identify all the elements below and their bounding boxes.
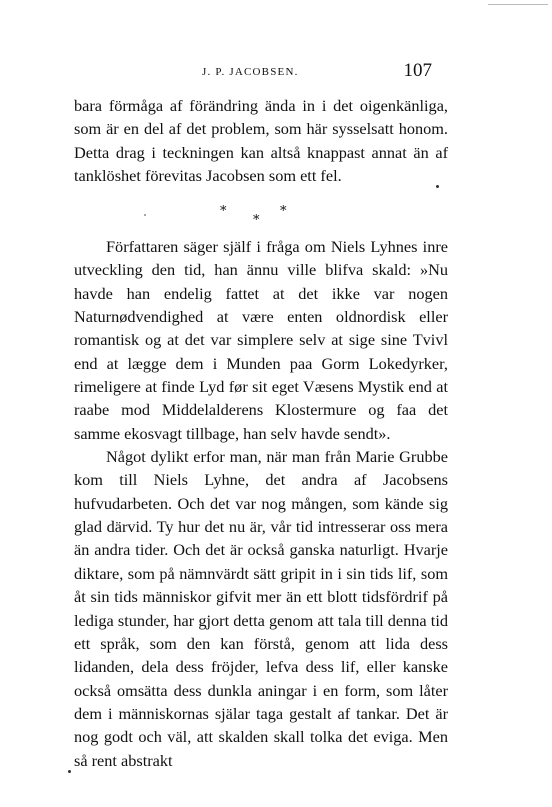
ink-speck	[436, 185, 439, 188]
asterisk-center: *	[253, 213, 260, 228]
running-head: J. P. JACOBSEN.	[202, 66, 299, 78]
page-number: 107	[403, 60, 432, 81]
top-edge-rule	[488, 4, 548, 5]
paragraph-author-quote: Författaren säger själf i fråga om Niels Lyhnes inre utveckling den tid, han ännu ville blifva skald: »Nu havde han endelig fattet at det ikke var nogen Naturnødvendighed at være enten oldnordisk eller romantisk og at det var simplere selv at sige sine Tvivl end at lægge dem i Munden paa Gorm Lokedyrker, rimeligere at finde Lyd før sit eget Væsens Mystik end at raabe mod Middelalderens Klostermure og faa det samme ekosvagt tillbage, han selv havde sendt».	[74, 237, 448, 443]
section-break-asterism	[220, 201, 300, 229]
ink-speck	[68, 770, 71, 773]
page-header	[72, 58, 432, 84]
paragraph-marie-grubbe: Något dylikt erfor man, när man från Marie Grubbe kom till Niels Lyhne, det andra af Jacobsens hufvudarbeten. Och det var nog mången, som kände sig glad därvid. Ty hur det nu är, vår tid intresserar oss mera än andra tider. Och det är också ganska naturligt. Hvarje diktare, som på nämnvärdt sätt gripit in i sin tids lif, som åt sin tids människor gifvit mer än ett blott tidsfördrif på lediga stunder, har gjort detta genom att tala till denna tid ett språk, som den kan förstå, genom att lida dess lidanden, dela dess fröjder, lefva dess lif, eller kanske också omsätta dess dunkla aningar i en form, som låter dem i människornas själar taga gestalt af tankar. Det är nog godt och väl, att skalden skall tolka det eviga. Men så rent abstrakt	[74, 447, 448, 770]
asterisk-right: *	[280, 204, 287, 219]
paragraph-continued: bara förmåga af förändring ända in i det oigenkänliga, som är en del af det problem, som här sysselsatt honom. Detta drag i teckningen kan altså knappast annat än af tanklöshet förevitas Jacobsen som ett fel.	[74, 96, 448, 186]
text-block-main	[74, 235, 448, 770]
text-block-top	[74, 94, 448, 211]
ink-speck	[144, 214, 146, 216]
asterisk-left: *	[220, 204, 227, 219]
